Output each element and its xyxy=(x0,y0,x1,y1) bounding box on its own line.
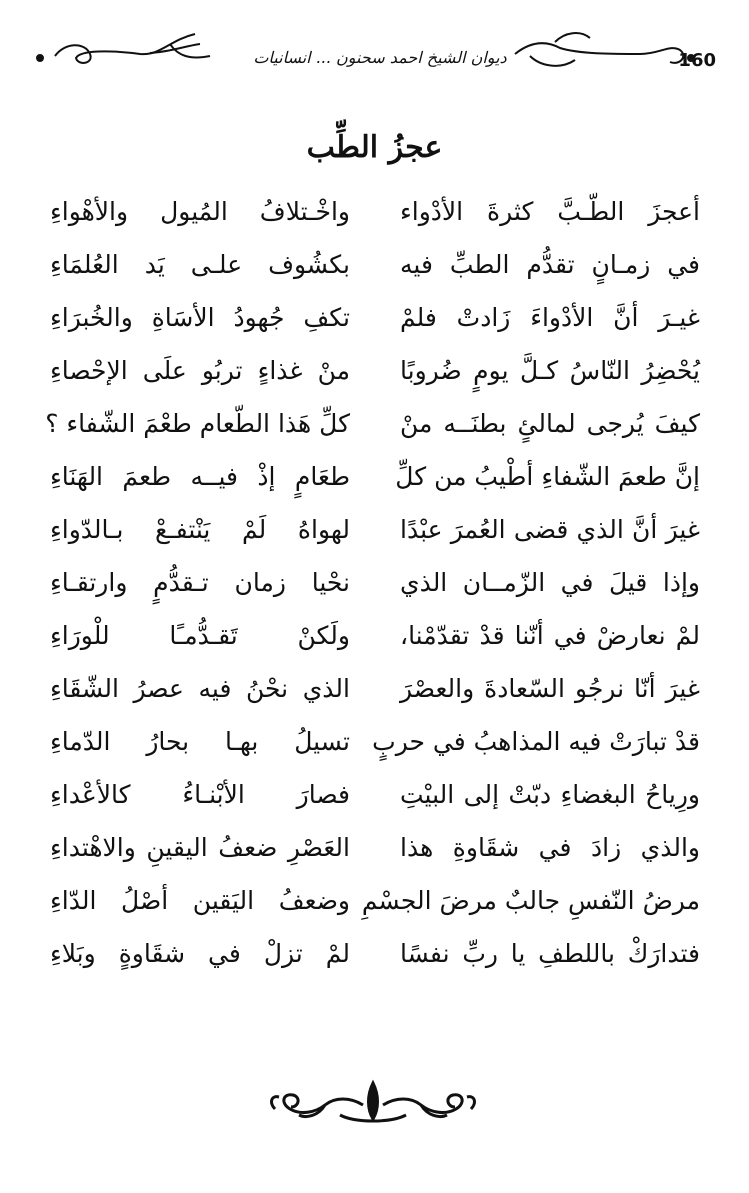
verse-row xyxy=(50,556,700,609)
verse-row xyxy=(50,450,700,503)
verse-row xyxy=(50,291,700,344)
verse-first-hemistich: إنَّ طعمَ الشّفاءِ أطْيبُ من كلِّ xyxy=(395,462,700,491)
verse-second-hemistich: لهواهُ لَمْ يَنْتفـعْ بـالدّواءِ xyxy=(50,515,350,544)
verse-row xyxy=(50,927,700,980)
verse-first-hemistich: وإذا قيلَ في الزّمــان الذي xyxy=(400,568,700,597)
verse-row xyxy=(50,503,700,556)
page-number: 160 xyxy=(678,50,716,71)
verse-row xyxy=(50,768,700,821)
verse-row xyxy=(50,609,700,662)
verse-row xyxy=(45,397,700,450)
verse-second-hemistich: ولَكنْ تَقـدُّمـًا للْورَاءِ xyxy=(50,621,350,650)
verse-first-hemistich: غيرَ أنَّ الذي قضى العُمرَ عبْدًا xyxy=(400,515,700,544)
verse-row xyxy=(50,715,700,768)
verse-first-hemistich: والذي زادَ في شقَاوةِ هذا xyxy=(400,833,700,862)
verse-row xyxy=(50,874,700,927)
verse-second-hemistich: طعَامٍ إذْ فيــه طعمَ الهَنَاءِ xyxy=(50,462,350,491)
running-title: ديوان الشيخ احمد سحنون ... انسانيات xyxy=(253,48,507,67)
verse-row xyxy=(50,662,700,715)
verse-second-hemistich: تكفِ جُهودُ الأسَاةِ والخُبرَاءِ xyxy=(50,303,350,332)
verse-second-hemistich: نحْيا زمان تـقدُّمٍ وارتقـاءِ xyxy=(50,568,350,597)
verse-first-hemistich: أعجزَ الطّـبَّ كثرةَ الأدْواء xyxy=(400,197,700,226)
verse-first-hemistich: كيفَ يُرجى لمالئٍ بطنَــه منْ xyxy=(400,409,700,438)
verse-second-hemistich: فصارَ الأبْنـاءُ كالأعْداءِ xyxy=(50,780,350,809)
verse-row xyxy=(50,238,700,291)
verse-row xyxy=(50,185,700,238)
verse-second-hemistich: كلِّ هَذا الطّعام طعْمَ الشّفاء ؟ xyxy=(45,409,350,438)
verse-first-hemistich: غيرَ أنّا نرجُو السّعادةَ والعصْرَ xyxy=(400,674,700,703)
verse-row xyxy=(50,821,700,874)
verse-first-hemistich: فتدارَكْ باللطفِ يا ربِّ نفسًا xyxy=(400,939,700,968)
page-header xyxy=(20,20,730,80)
verse-first-hemistich: في زمـانٍ تقدُّم الطبِّ فيه xyxy=(400,250,700,279)
verse-second-hemistich: تسيلُ بهـا بحارُ الدّماءِ xyxy=(50,727,350,756)
poem-title: عجزُ الطِّب xyxy=(306,130,443,165)
verse-first-hemistich: ورِياحُ البغضاءِ دبّتْ إلى البيْتِ xyxy=(400,780,700,809)
verse-second-hemistich: واخْـتلافُ المُيول والأهْواءِ xyxy=(50,197,350,226)
verse-first-hemistich: لمْ نعارضْ في أنّنا قدْ تقدّمْنا، xyxy=(400,621,700,650)
poem-body xyxy=(45,185,700,980)
verse-second-hemistich: الذي نحْنُ فيه عصرُ الشّقَاءِ xyxy=(50,674,350,703)
verse-first-hemistich: يُحْضِرُ النّاسُ كـلَّ يومٍ ضُروبًا xyxy=(400,356,700,385)
verse-second-hemistich: منْ غذاءٍ تربُو علَى الإحْصاءِ xyxy=(50,356,350,385)
verse-row xyxy=(50,344,700,397)
verse-second-hemistich: العَصْرِ ضعفُ اليقينِ والاهْتداءِ xyxy=(50,833,350,862)
verse-first-hemistich: مرضُ النّفسِ جالبٌ مرضَ الجسْمِ xyxy=(361,886,700,915)
verse-second-hemistich: لمْ تزلْ في شقَاوةٍ وبَلاءِ xyxy=(50,939,350,968)
footer-flourish-ornament xyxy=(255,1075,495,1135)
verse-first-hemistich: قدْ تبارَتْ فيه المذاهبُ في حربٍ xyxy=(372,727,700,756)
verse-first-hemistich: غيـرَ أنَّ الأدْواءَ زَادتْ فلمْ xyxy=(400,303,700,332)
verse-second-hemistich: وضعفُ اليَقين أصْلُ الدّاءِ xyxy=(50,886,350,915)
verse-second-hemistich: بكشُوف علـى يَد العُلمَاءِ xyxy=(50,250,350,279)
